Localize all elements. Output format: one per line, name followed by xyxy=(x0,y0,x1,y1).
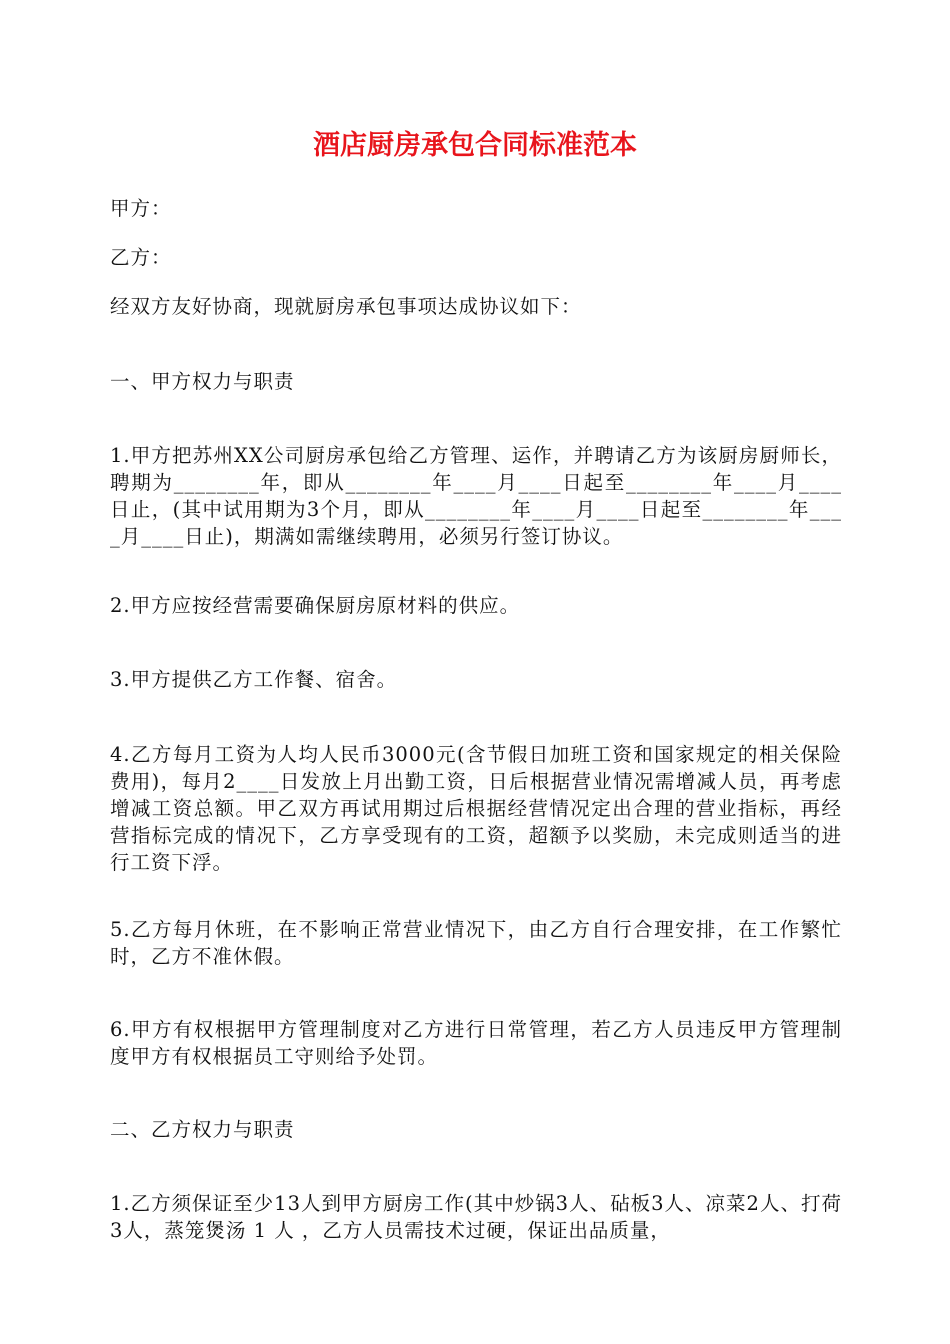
intro-paragraph: 经双方友好协商，现就厨房承包事项达成协议如下： xyxy=(110,295,582,318)
section-1-item-4: 4.乙方每月工资为人均人民币3000元(含节假日加班工资和国家规定的相关保险费用)，每月2____日发放上月出勤工资，日后根据营业情况需增减人员，再考虑增减工资总额。甲乙双方再试用期过后根据经营情况定出合理的营业指标，再经营指标完成的情况下，乙方享受现有的工资，超额予以奖励，未完成则适当的进行工资下浮。 xyxy=(110,743,842,874)
section-1-item-6: 6.甲方有权根据甲方管理制度对乙方进行日常管理，若乙方人员违反甲方管理制度甲方有权根据员工守则给予处罚。 xyxy=(110,1018,842,1068)
section-1-item-5: 5.乙方每月休班，在不影响正常营业情况下，由乙方自行合理安排，在工作繁忙时，乙方不准休假。 xyxy=(110,918,842,968)
party-a-label: 甲方： xyxy=(110,197,172,220)
section-1-heading: 一、甲方权力与职责 xyxy=(110,370,295,393)
document-title: 酒店厨房承包合同标准范本 xyxy=(313,130,637,161)
section-1-item-1: 1.甲方把苏州XX公司厨房承包给乙方管理、运作，并聘请乙方为该厨房厨师长，聘期为________年，即从________年____月____日起至________年____月____日止，(其中试用期为3个月，即从________年____月____日起至________年____月____日止)，期满如需继续聘用，必须另行签订协议。 xyxy=(110,444,842,548)
section-2-item-1: 1.乙方须保证至少13人到甲方厨房工作(其中炒锅3人、砧板3人、凉菜2人、打荷3人，蒸笼煲汤 1 人 ，乙方人员需技术过硬，保证出品质量， xyxy=(110,1192,842,1242)
party-b-label: 乙方： xyxy=(110,246,172,269)
section-1-item-2: 2.甲方应按经营需要确保厨房原材料的供应。 xyxy=(110,594,521,617)
section-1-item-3: 3.甲方提供乙方工作餐、宿舍。 xyxy=(110,668,398,691)
section-2-heading: 二、乙方权力与职责 xyxy=(110,1118,295,1141)
